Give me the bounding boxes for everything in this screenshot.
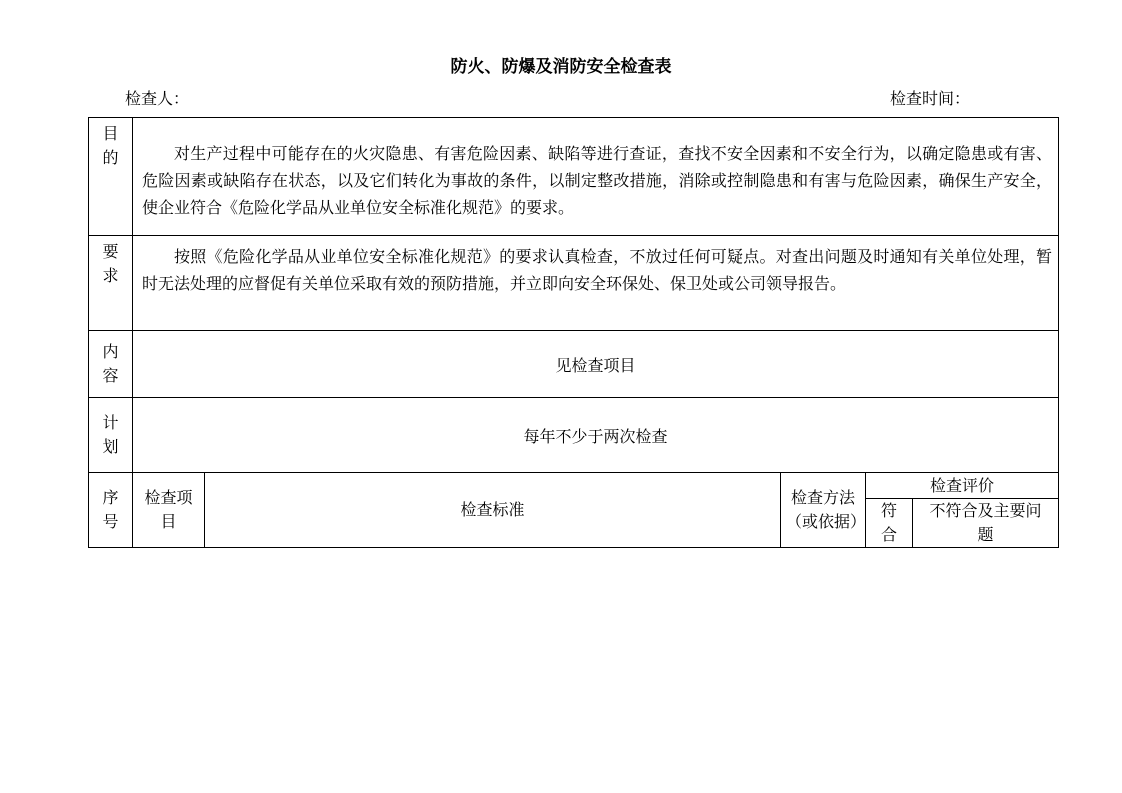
- purpose-row: [89, 118, 1059, 236]
- plan-text: 每年不少于两次检查: [133, 398, 1059, 473]
- col-seq: 序号: [89, 473, 133, 548]
- col-method: 检查方法（或依据）: [781, 473, 866, 548]
- col-standard: 检查标准: [205, 473, 781, 548]
- inspection-time-label: 检查时间：: [890, 89, 971, 108]
- page-title: 防火、防爆及消防安全检查表: [450, 57, 672, 77]
- requirement-label: 要求: [89, 236, 133, 331]
- col-item: 检查项目: [133, 473, 205, 548]
- inspector-label: 检查人：: [125, 89, 190, 108]
- requirement-row: [89, 236, 1059, 331]
- col-nonconform: 不符合及主要问题: [913, 499, 1059, 548]
- plan-label: 计划: [89, 398, 133, 473]
- content-label: 内容: [89, 331, 133, 398]
- col-evaluation: 检查评价: [866, 473, 1059, 499]
- purpose-label: 目的: [89, 118, 133, 236]
- content-text: 见检查项目: [133, 331, 1059, 398]
- purpose-text: 对生产过程中可能存在的火灾隐患、有害危险因素、缺陷等进行查证，查找不安全因素和不安全行为，以确定隐患或有害、危险因素或缺陷存在状态，以及它们转化为事故的条件，以制定整改措施，消除或控制隐患和有害与危险因素，确保生产安全，使企业符合《危险化学品从业单位安全标准化规范》的要求。: [133, 118, 1059, 236]
- content-row: [89, 331, 1059, 398]
- plan-row: [89, 398, 1059, 473]
- header-row: [89, 473, 1059, 499]
- inspection-table: [88, 117, 1059, 548]
- requirement-text: 按照《危险化学品从业单位安全标准化规范》的要求认真检查，不放过任何可疑点。对查出问题及时通知有关单位处理，暂时无法处理的应督促有关单位采取有效的预防措施，并立即向安全环保处、保卫处或公司领导报告。: [133, 236, 1059, 331]
- col-conform: 符合: [866, 499, 913, 548]
